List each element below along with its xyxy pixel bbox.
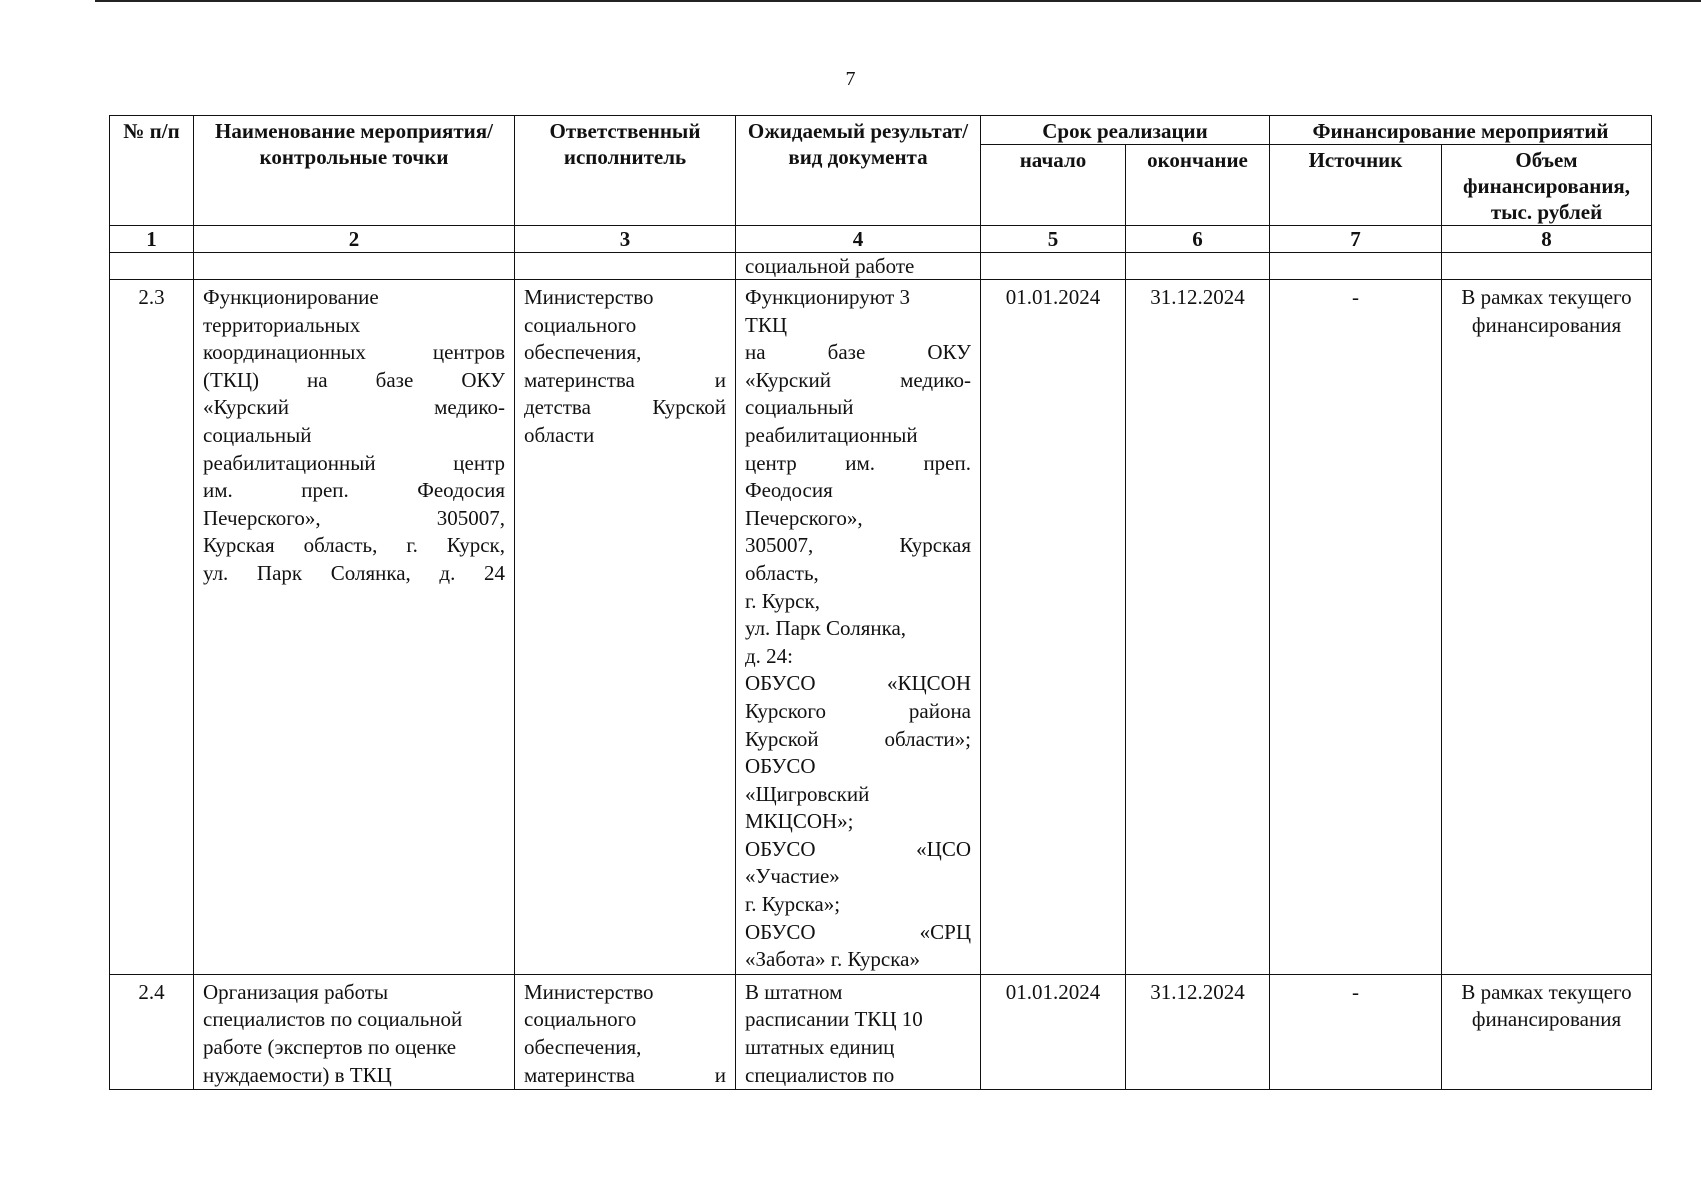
cell-text-line: Печерского», 305007, (203, 505, 505, 530)
header-responsible: Ответственный исполнитель (515, 116, 736, 226)
row-start-date: 01.01.2024 (981, 280, 1126, 975)
cell-text-line: ОБУСО «КЦСОН (745, 671, 971, 696)
cell-text-line: координационных центров (203, 340, 505, 365)
column-number: 8 (1442, 226, 1652, 253)
column-number: 3 (515, 226, 736, 253)
cell-text-line: области (524, 422, 595, 447)
cell-text-line: расписании ТКЦ 10 (745, 1007, 923, 1032)
row-result (736, 974, 981, 1089)
cell-text-line: обеспечения, (524, 340, 642, 365)
cell-text-line: ул. Парк Солянка, (745, 616, 907, 641)
table-row (110, 974, 1652, 1089)
action-plan-table (109, 115, 1652, 1090)
cell-text-line: штатных единиц (745, 1035, 895, 1060)
row-number: 2.3 (110, 280, 194, 975)
row-responsible (515, 280, 736, 975)
cell-text-line: ул. Парк Солянка, д. 24 (203, 560, 505, 585)
cell-text-line: реабилитационный центр (203, 450, 505, 475)
cell-text-line: Организация работы (203, 979, 389, 1004)
table-row (110, 280, 1652, 975)
header-period: Срок реализации (981, 116, 1270, 145)
row-responsible (515, 974, 736, 1089)
cell-text-line: «Участие» (745, 864, 840, 889)
cell-text-line: Курской области»; (745, 726, 971, 751)
cell-text-line: ОБУСО (745, 754, 816, 779)
cell-text-line: г. Курска»; (745, 892, 841, 917)
cell-text-line: Курская область, г. Курск, (203, 533, 505, 558)
cell-text-line: социальный (203, 422, 312, 447)
cell-text-line: Функционируют 3 (745, 285, 911, 309)
header-volume: Объем финансирования, тыс. рублей (1442, 145, 1652, 226)
row-name (194, 280, 515, 975)
page-number: 7 (845, 68, 856, 90)
cell-text-line: социального (524, 312, 637, 337)
cell-text-line: область, (745, 560, 819, 585)
header-num: № п/п (110, 116, 194, 226)
cell-text-line: материнства и (524, 1062, 726, 1087)
cell-text-line: социального (524, 1007, 637, 1032)
header-start: начало (981, 145, 1126, 226)
cell-text-line: нуждаемости) в ТКЦ (203, 1062, 392, 1087)
cell-text-line: социальный (745, 395, 854, 420)
cell-text-line: им. преп. Феодосия (203, 478, 505, 503)
top-border-line (95, 0, 1701, 2)
cell-text-line: специалистов по (745, 1062, 895, 1087)
cell-text-line: ОБУСО «ЦСО (745, 836, 971, 861)
row-source: - (1270, 974, 1442, 1089)
cell-text-line: Феодосия (745, 478, 833, 503)
header-name: Наименование мероприятия/контрольные точки (194, 116, 515, 226)
cell-text-line: Курского района (745, 698, 971, 723)
cell-text-line: г. Курск, (745, 588, 820, 613)
column-number-row (110, 226, 1652, 253)
row-number: 2.4 (110, 974, 194, 1089)
cell-text-line: на базе ОКУ (745, 340, 971, 365)
cell-text-line: «Курский медико- (745, 367, 971, 392)
cell-text-line: Министерство (524, 285, 654, 309)
cell-text-line: обеспечения, (524, 1035, 642, 1060)
cell-text-line: работе (экспертов по оценке (203, 1035, 457, 1060)
cell-text-line: ТКЦ (745, 312, 787, 337)
cell-text-line: (ТКЦ) на базе ОКУ (203, 367, 505, 392)
header-financing: Финансирование мероприятий (1270, 116, 1652, 145)
cell-text-line: территориальных (203, 312, 361, 337)
column-number: 4 (736, 226, 981, 253)
row-volume: В рамках текущего финансирования (1442, 280, 1652, 975)
header-row-1 (110, 116, 1652, 145)
row-end-date: 31.12.2024 (1126, 974, 1270, 1089)
cell-text-line: реабилитационный (745, 422, 918, 447)
continuation-result: социальной работе (736, 253, 981, 280)
column-number: 2 (194, 226, 515, 253)
row-end-date: 31.12.2024 (1126, 280, 1270, 975)
column-number: 5 (981, 226, 1126, 253)
row-start-date: 01.01.2024 (981, 974, 1126, 1089)
cell-text-line: «Забота» г. Курска» (745, 947, 920, 972)
row-volume: В рамках текущего финансирования (1442, 974, 1652, 1089)
header-source: Источник (1270, 145, 1442, 226)
cell-text-line: «Курский медико- (203, 395, 505, 420)
column-number: 1 (110, 226, 194, 253)
column-number: 7 (1270, 226, 1442, 253)
cell-text-line: 305007, Курская (745, 533, 971, 558)
header-end: окончание (1126, 145, 1270, 226)
cell-text-line: В штатном (745, 979, 843, 1004)
row-source: - (1270, 280, 1442, 975)
cell-text-line: центр им. преп. (745, 450, 971, 475)
row-name (194, 974, 515, 1089)
row-result (736, 280, 981, 975)
cell-text-line: детства Курской (524, 395, 726, 420)
cell-text-line: материнства и (524, 367, 726, 392)
column-number: 6 (1126, 226, 1270, 253)
header-result: Ожидаемый результат/вид документа (736, 116, 981, 226)
continuation-row (110, 253, 1652, 280)
cell-text-line: Печерского», (745, 505, 863, 530)
cell-text-line: «Щигровский (745, 781, 870, 806)
cell-text-line: специалистов по социальной (203, 1007, 463, 1032)
cell-text-line: МКЦСОН»; (745, 809, 854, 834)
cell-text-line: Функционирование (203, 285, 379, 309)
cell-text-line: д. 24: (745, 643, 794, 668)
cell-text-line: Министерство (524, 979, 654, 1004)
cell-text-line: ОБУСО «СРЦ (745, 919, 971, 944)
